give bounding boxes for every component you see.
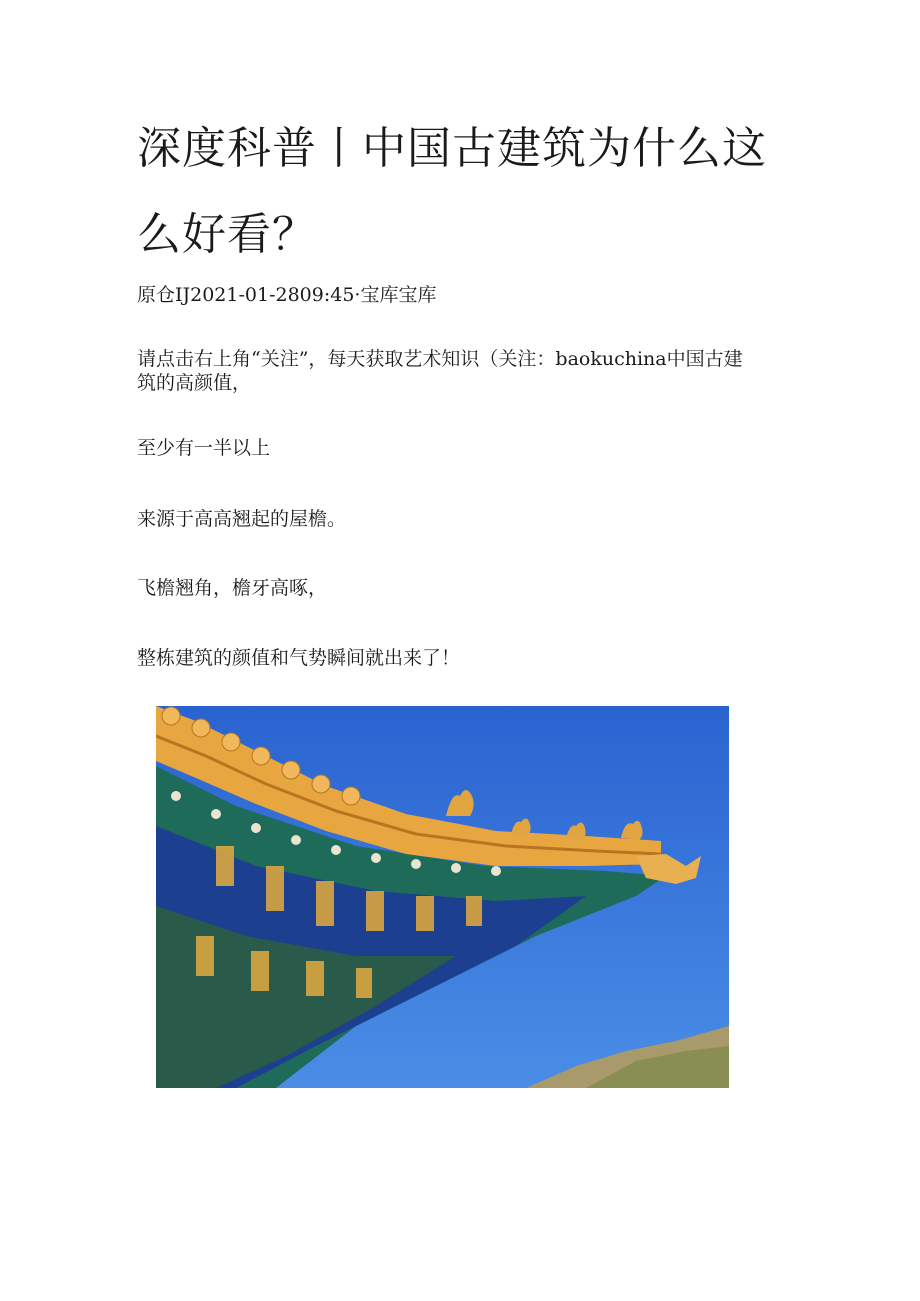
paragraph-2: 至少有一半以上 <box>137 437 271 459</box>
paragraph-4: 飞檐翘角，檐牙高啄， <box>137 577 328 599</box>
article-title: 深度科普丨中国古建筑为什么这么好看？ <box>137 123 767 260</box>
paragraph-5: 整栋建筑的颜值和气势瞬间就出来了！ <box>137 647 461 669</box>
eave-photo <box>156 706 729 1088</box>
article-meta: 原仓IJ2021-01-2809:45·宝库宝库 <box>137 284 437 306</box>
paragraph-intro: 请点击右上角“关注”，每天获取艺术知识（关注：baokuchina中国古建筑的高颜值， <box>137 348 743 394</box>
paragraph-3: 来源于高高翘起的屋檐。 <box>137 508 347 530</box>
